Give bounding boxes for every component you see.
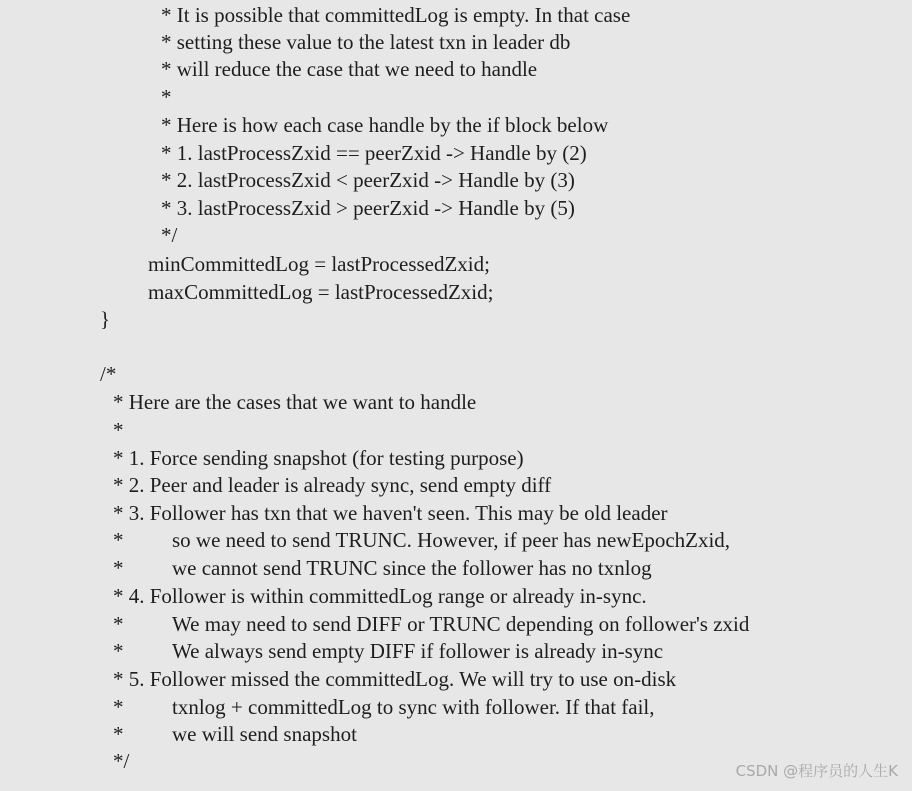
code-line: * 2. lastProcessZxid < peerZxid -> Handle by (3)	[161, 168, 575, 192]
code-line: * 2. Peer and leader is already sync, send empty diff	[113, 473, 552, 497]
code-line: *	[113, 556, 124, 580]
code-line: * 4. Follower is within committedLog range or already in-sync.	[113, 584, 647, 608]
code-line: * 3. Follower has txn that we haven't seen. This may be old leader	[113, 501, 668, 525]
code-line: *	[113, 528, 124, 552]
code-line: /*	[100, 362, 117, 386]
code-line: * Here are the cases that we want to handle	[113, 390, 477, 414]
watermark: CSDN @程序员的人生K	[735, 762, 898, 780]
code-line: *	[113, 418, 124, 442]
code-line: We always send empty DIFF if follower is already in-sync	[172, 639, 664, 663]
code-line: *	[161, 85, 172, 109]
code-line: * Here is how each case handle by the if block below	[161, 113, 609, 137]
code-line: }	[100, 307, 111, 331]
code-line: We may need to send DIFF or TRUNC depending on follower's zxid	[172, 612, 750, 636]
code-line: we will send snapshot	[172, 722, 357, 746]
code-line: maxCommittedLog = lastProcessedZxid;	[148, 280, 494, 304]
code-line: *	[113, 695, 124, 719]
code-line: */	[161, 223, 178, 247]
code-line: * 5. Follower missed the committedLog. We will try to use on-disk	[113, 667, 677, 691]
code-line: *	[113, 612, 124, 636]
code-line: minCommittedLog = lastProcessedZxid;	[148, 252, 490, 276]
code-line: * It is possible that committedLog is empty. In that case	[161, 3, 631, 27]
code-line: */	[113, 749, 130, 773]
code-line: * 1. Force sending snapshot (for testing purpose)	[113, 446, 524, 470]
code-line: we cannot send TRUNC since the follower has no txnlog	[172, 556, 652, 580]
code-line: * will reduce the case that we need to handle	[161, 57, 538, 81]
code-line: * 1. lastProcessZxid == peerZxid -> Handle by (2)	[161, 141, 587, 165]
code-line: * setting these value to the latest txn in leader db	[161, 30, 571, 54]
code-line: *	[113, 722, 124, 746]
code-line: txnlog + committedLog to sync with follower. If that fail,	[172, 695, 655, 719]
code-line: * 3. lastProcessZxid > peerZxid -> Handle by (5)	[161, 196, 575, 220]
code-line: so we need to send TRUNC. However, if peer has newEpochZxid,	[172, 528, 731, 552]
code-line: *	[113, 639, 124, 663]
